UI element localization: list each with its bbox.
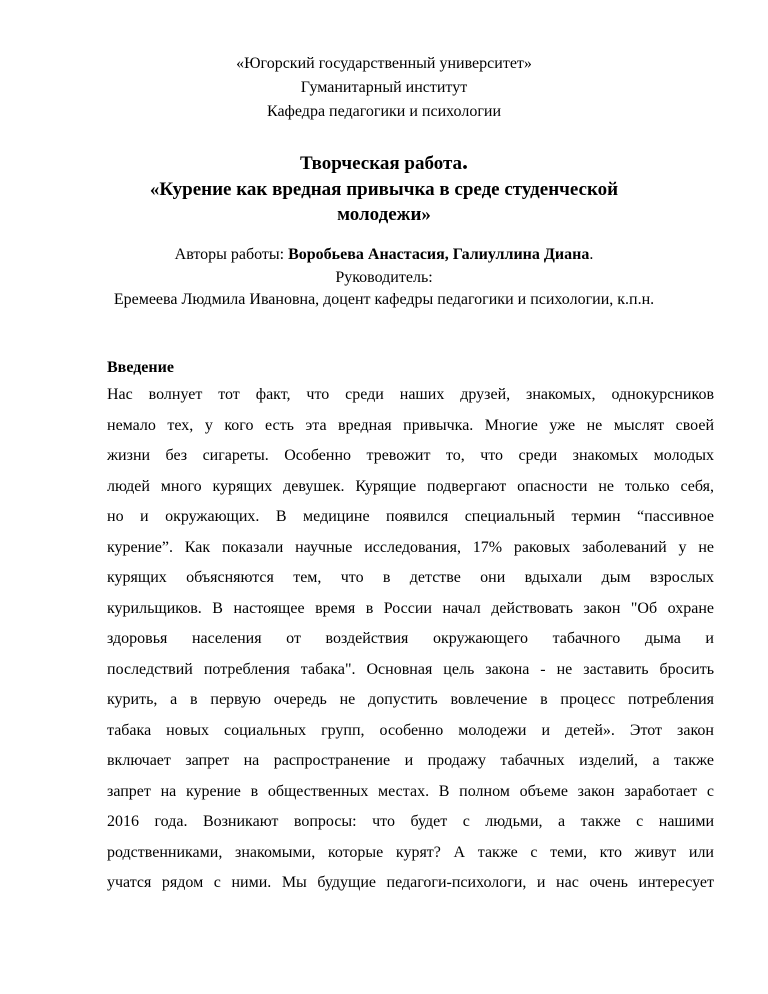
title-line-1: [0, 150, 768, 176]
body-line: людей много курящих девушек. Курящие подвергают опасности не только себя,: [107, 477, 714, 495]
title-dot: .: [462, 149, 469, 175]
title-line-3: молодежи»: [337, 204, 431, 225]
title-line-2: «Курение как вредная привычка в среде студенческой: [149, 179, 619, 200]
institute-name: Гуманитарный институт: [300, 79, 468, 96]
body-line: немало тех, у кого есть эта вредная привычка. Многие уже не мыслят своей: [107, 416, 714, 434]
university-name: «Югорский государственный университет»: [236, 55, 532, 72]
body-line: табака новых социальных групп, особенно молодежи и детей». Этот закон: [107, 721, 714, 739]
body-line: курить, а в первую очередь не допустить вовлечение в процесс потребления: [107, 691, 714, 708]
body-line: запрет на курение в общественных местах. В полном объеме закон заработает с: [107, 782, 714, 800]
authors-end: .: [589, 246, 594, 263]
supervisor-label: Руководитель:: [335, 269, 433, 286]
body-line: курение”. Как показали научные исследования, 17% раковых заболеваний у не: [107, 538, 714, 556]
body-line: но и окружающих. В медицине появился специальный термин “пассивное: [107, 508, 714, 525]
introduction-body: [107, 380, 714, 899]
body-line: жизни без сигареты. Особенно тревожит то, что среди знакомых молодых: [107, 447, 714, 464]
body-line: курильщиков. В настоящее время в России начал действовать закон "Об охране: [107, 599, 714, 617]
body-line: включает запрет на распространение и продажу табачных изделий, а также: [107, 752, 714, 769]
body-line: родственниками, знакомыми, которые курят? А также с теми, кто живут или: [107, 843, 714, 861]
body-line: последствий потребления табака". Основная цель закона - не заставить бросить: [107, 660, 714, 678]
department-name: Кафедра педагогики и психологии: [266, 103, 502, 120]
authors-line: [0, 245, 768, 265]
body-line: Нас волнует тот факт, что среди наших друзей, знакомых, однокурсников: [107, 386, 714, 403]
title-text-1: Творческая работа: [299, 153, 463, 174]
body-line: здоровья населения от воздействия окружающего табачного дыма и: [107, 630, 714, 647]
authors-label: Авторы работы:: [174, 246, 289, 263]
body-line: курящих объясняются тем, что в детстве они вдыхали дым взрослых: [107, 569, 714, 586]
body-line: 2016 года. Возникают вопросы: что будет с людьми, а также с нашими: [107, 813, 714, 830]
supervisor-name: Еремеева Людмила Ивановна, доцент кафедры педагогики и психологии, к.п.н.: [113, 291, 655, 308]
authors-names: Воробьева Анастасия, Галиуллина Диана: [288, 246, 590, 263]
body-line: учатся рядом с ними. Мы будущие педагоги-психологи, и нас очень интересует: [107, 874, 714, 891]
section-heading-introduction: Введение: [107, 359, 174, 376]
